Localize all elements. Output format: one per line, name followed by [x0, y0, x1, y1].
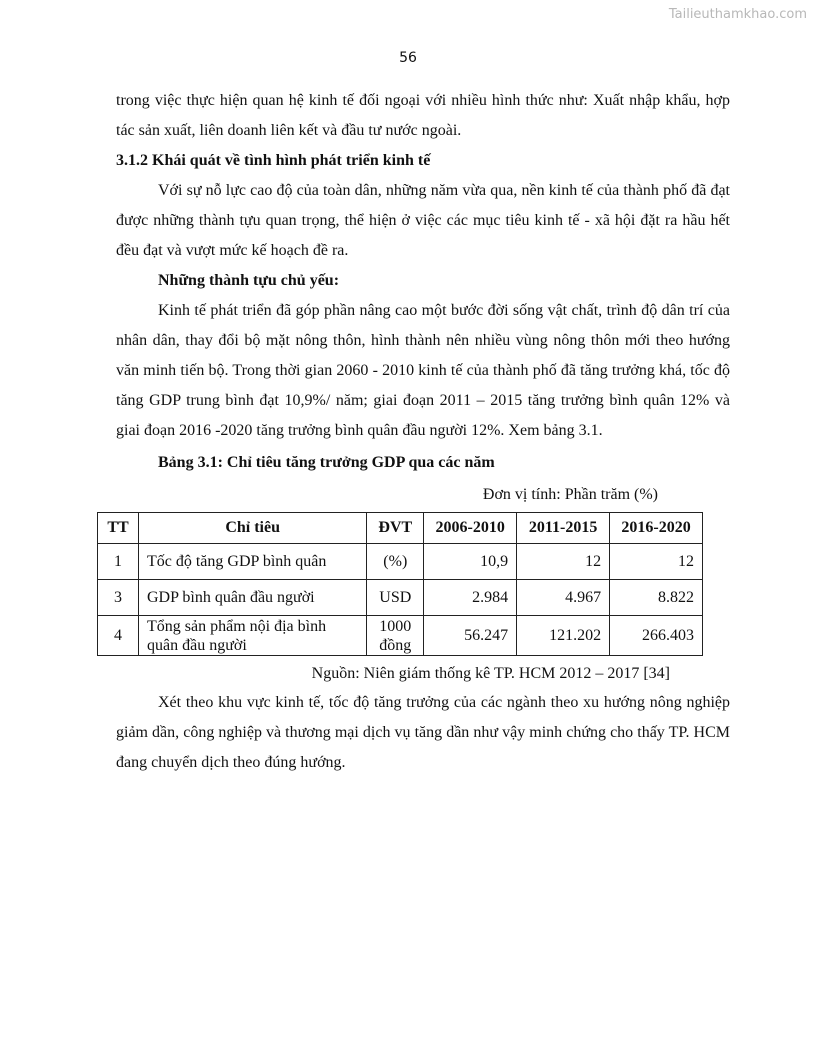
cell-tt: 4 [98, 616, 139, 656]
table-row [98, 616, 703, 656]
cell-indicator: GDP bình quân đầu người [138, 580, 366, 616]
cell-2006-2010: 56.247 [424, 616, 517, 656]
table-unit: Đơn vị tính: Phần trăm (%) [482, 486, 658, 503]
table-row [98, 544, 703, 580]
header-tt: TT [98, 513, 139, 544]
table-caption: Bảng 3.1: Chỉ tiêu tăng trưởng GDP qua các năm [158, 454, 495, 471]
indicator-line-1: Tổng sản phẩm nội địa bình [146, 617, 327, 635]
cell-2011-2015: 12 [517, 544, 610, 580]
gdp-table [97, 512, 703, 656]
page-number: 56 [399, 50, 417, 66]
header-indicator: Chỉ tiêu [138, 513, 366, 544]
cell-2006-2010: 2.984 [424, 580, 517, 616]
cell-2016-2020: 8.822 [610, 580, 703, 616]
paragraph-achievements: Kinh tế phát triển đã góp phần nâng cao một bước đời sống vật chất, trình độ dân trí của nhân dân, thay đổi bộ mặt nông thôn, hình thành nên nhiều vùng nông thôn mới theo hướng văn minh tiến bộ. Trong thời gian 2060 - 2010 kinh tế của thành phố đã tăng trưởng khá, tốc độ tăng GDP trung bình đạt 10,9%/ năm; giai đoạn 2011 – 2015 tăng trưởng bình quân 12% và giai đoạn 2016 -2020 tăng trưởng bình quân đầu người 12%. Xem bảng 3.1. [116, 302, 730, 439]
cell-unit: (%) [367, 544, 424, 580]
table-row [98, 580, 703, 616]
cell-tt: 3 [98, 580, 139, 616]
unit-line-1: 1000 [379, 617, 412, 635]
cell-unit: USD [367, 580, 424, 616]
cell-2016-2020: 266.403 [610, 616, 703, 656]
header-unit: ĐVT [367, 513, 424, 544]
section-heading: 3.1.2 Khái quát về tình hình phát triển kinh tế [116, 152, 431, 169]
intro-paragraph: trong việc thực hiện quan hệ kinh tế đối ngoại với nhiều hình thức như: Xuất nhập khẩu, hợp tác sản xuất, liên doanh liên kết và đầu tư nước ngoài. [116, 92, 730, 139]
achievements-heading: Những thành tựu chủ yếu: [158, 272, 340, 289]
cell-2011-2015: 121.202 [517, 616, 610, 656]
page-content [107, 86, 730, 778]
cell-indicator: Tốc độ tăng GDP bình quân [138, 544, 366, 580]
cell-2006-2010: 10,9 [424, 544, 517, 580]
cell-indicator [138, 616, 366, 656]
cell-2016-2020: 12 [610, 544, 703, 580]
watermark: Tailieuthamkhao.com [668, 7, 807, 22]
header-2006-2010: 2006-2010 [424, 513, 517, 544]
paragraph-overview: Với sự nỗ lực cao độ của toàn dân, những năm vừa qua, nền kinh tế của thành phố đã đạt được những thành tựu quan trọng, thể hiện ở việc các mục tiêu kinh tế - xã hội đặt ra hầu hết đều đạt và vượt mức kế hoạch đề ra. [116, 182, 730, 259]
paragraph-sectors: Xét theo khu vực kinh tế, tốc độ tăng trưởng của các ngành theo xu hướng nông nghiệp giảm dần, công nghiệp và thương mại dịch vụ tăng dần như vậy minh chứng cho thấy TP. HCM đang chuyển dịch theo đúng hướng. [116, 694, 730, 771]
table-source: Nguồn: Niên giám thống kê TP. HCM 2012 – 2017 [34] [311, 665, 670, 682]
unit-line-2: đồng [379, 636, 412, 654]
table-header-row [98, 513, 703, 544]
cell-tt: 1 [98, 544, 139, 580]
header-2016-2020: 2016-2020 [610, 513, 703, 544]
cell-2011-2015: 4.967 [517, 580, 610, 616]
cell-unit [367, 616, 424, 656]
indicator-line-2: quân đầu người [146, 636, 247, 654]
header-2011-2015: 2011-2015 [517, 513, 610, 544]
